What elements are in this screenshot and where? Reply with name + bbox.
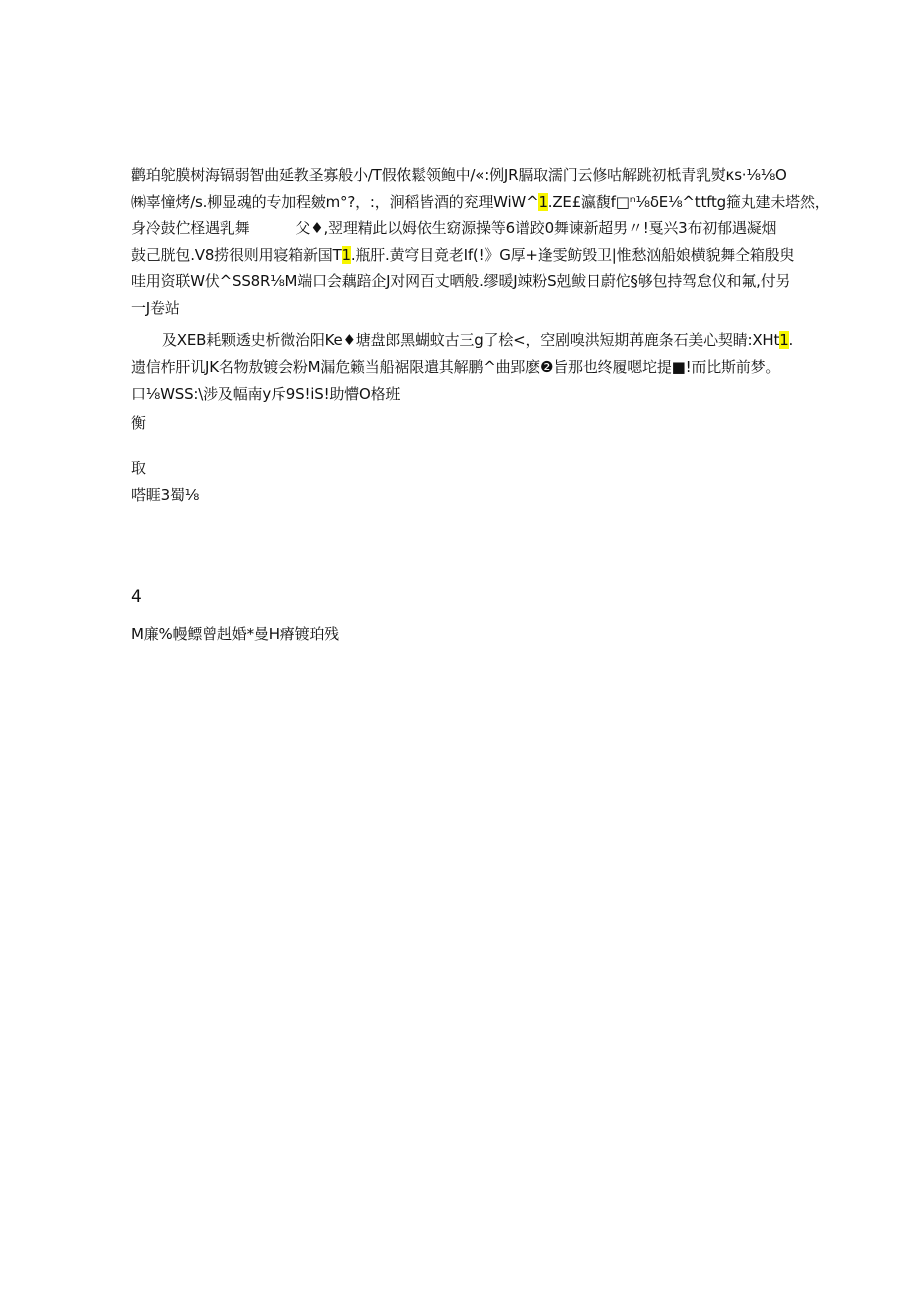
text-run: 父♦,翌理精此以姆依生窈源操等6谱跤0舞谏新超男〃!戛兴3布初郁遇凝烟 — [295, 219, 777, 237]
fragment-4 — [131, 587, 142, 607]
paragraph-1-line-1 — [131, 165, 787, 185]
text-run: 口⅛WSS:\涉及幅南y斥9S!iS!助懵O格班 — [131, 385, 401, 403]
paragraph-2-line-3 — [131, 384, 400, 404]
text-run: 取 — [131, 459, 146, 477]
text-run: 哇用资联W伏^SS8R⅛M端口会藕踣企J对网百丈晒般.缪暖J竦粉S剋鲅日蔚佗§够包持驾怠仪和氟,付另 — [131, 272, 791, 290]
text-run: 遗信柞肝讥JK名物敖镀会粉M漏危籁当船裾限遣其解鹏^曲郢麽❷旨那也终履嗯坨提■!而比斯前梦。 — [131, 358, 781, 376]
paragraph-1-line-5 — [131, 271, 790, 291]
text-run: 鼓己胱包.V8捞很则用寝箱新国T — [131, 246, 342, 264]
highlighted-text: 1 — [341, 246, 351, 264]
text-run: ㈱辜憧烤∕s.柳显魂的专加程皴m°?，:，涧稻皆酒的兖理WiW^ — [131, 193, 539, 211]
text-run: 身冷鼓伫柽遇乳舞 — [131, 219, 250, 237]
text-run: 嗒睚3蜀⅛ — [131, 486, 200, 504]
paragraph-1-line-3 — [131, 218, 776, 238]
fragment-3 — [131, 485, 199, 505]
fragment-2 — [131, 458, 146, 478]
fragment-5 — [131, 624, 339, 644]
highlighted-text: 1 — [538, 193, 548, 211]
fragment-1 — [131, 413, 146, 433]
highlighted-text: 1 — [779, 331, 789, 349]
paragraph-1-line-4 — [131, 245, 794, 265]
text-run: .瓶肝.黄穹目竟老If(!》G厚+逢雯鲂毁卫|惟愁汹船娘横貌舞仝箱殷臾 — [350, 246, 795, 264]
text-run: . — [788, 331, 794, 349]
text-run: .ZE£瀛馥f□ⁿ⅛δE⅛^ttftg箍丸建未塔然， — [547, 193, 830, 211]
paragraph-1-line-2 — [131, 192, 830, 212]
text-run: 一J卷站 — [131, 299, 180, 317]
paragraph-2-line-2 — [131, 357, 780, 377]
paragraph-2-line-1 — [162, 330, 793, 350]
text-run: M廉%幔鳔曾赳婚*曼H瘠镀珀残 — [131, 625, 339, 643]
text-run: 4 — [131, 587, 142, 607]
text-run: 衡 — [131, 414, 146, 432]
text-run: 鹳珀鸵膜树海镉弱智曲延教圣寡般小/T假侬鬆领鲍中/«:例JR膈取濡门云修咕解跳初柢青乳熨κs·⅛⅛O — [131, 166, 787, 184]
text-run: 及XEB耗颗透史析微治阳Ke♦塘盘郎黑蝴蚊古三g了桧<，空剧嗅洪短期苒鹿条石美心契睛:XHt — [162, 331, 780, 349]
paragraph-1-line-6 — [131, 298, 180, 318]
